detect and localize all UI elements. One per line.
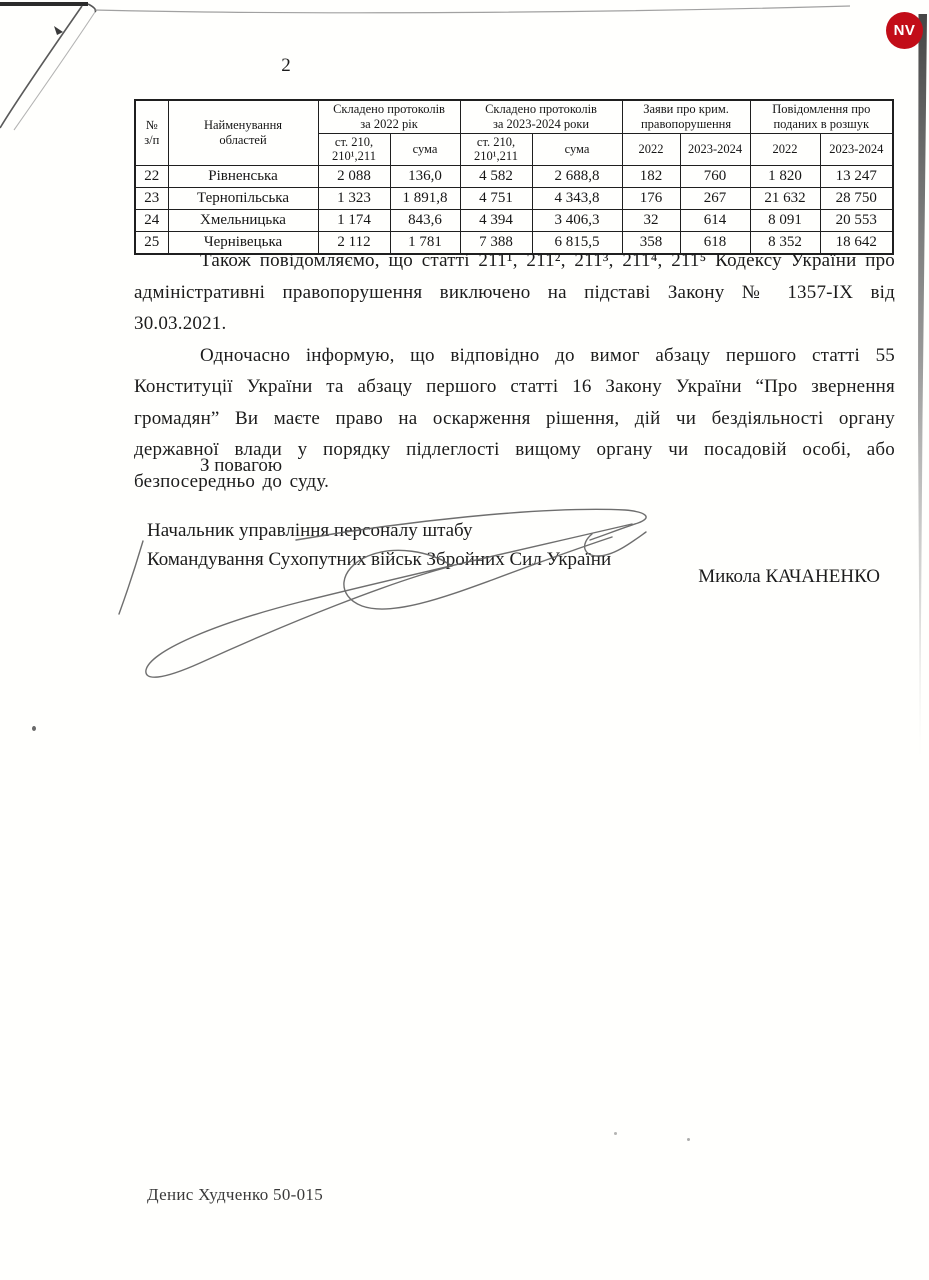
signer-name: Микола КАЧАНЕНКО [698, 566, 880, 587]
cell: 21 632 [750, 188, 820, 210]
paragraph-appeal-rights: Одночасно інформую, що відповідно до вимог абзацу першого статті 55 Конституції України та абзацу першого статті 16 Закону України “Про звернення громадян” Ви маєте право на оскарження рішення, дій чи бездіяльності органу державної влади у порядку підлеглості вищому органу чи посадовій особі, або безпосередньо до суду. [134, 344, 895, 492]
row-num: 22 [135, 166, 168, 188]
cell: 8 091 [750, 210, 820, 232]
subheader: 2022 [622, 133, 680, 166]
row-num: 25 [135, 232, 168, 255]
col-header-num: № з/п [135, 100, 168, 166]
col-header-region: Найменування областей [168, 100, 318, 166]
cell: 1 174 [318, 210, 390, 232]
region-name: Тернопільська [168, 188, 318, 210]
subheader: 2023-2024 [820, 133, 893, 166]
row-num: 24 [135, 210, 168, 232]
scan-speck [687, 1138, 690, 1141]
cell: 4 394 [460, 210, 532, 232]
cell: 1 781 [390, 232, 460, 255]
subheader: 2023-2024 [680, 133, 750, 166]
page-number [0, 55, 929, 77]
cell: 1 323 [318, 188, 390, 210]
page-number-value: 2 [281, 55, 291, 76]
cell: 843,6 [390, 210, 460, 232]
table-row [135, 166, 893, 188]
cell: 176 [622, 188, 680, 210]
group-header-criminal-claims: Заяви про крим. правопорушення [622, 100, 750, 133]
cell: 136,0 [390, 166, 460, 188]
closing-salutation: З повагою [200, 455, 283, 476]
signer-title-line2: Командування Сухопутних військ Збройних Сил України [147, 548, 612, 570]
group-header-wanted-notices: Повідомлення про поданих в розшук [750, 100, 893, 133]
cell: 4 582 [460, 166, 532, 188]
paragraph-articles-excluded: Також повідомляємо, що статті 211¹, 211², 211³, 211⁴, 211⁵ Кодексу України про адміністративні правопорушення виключено на підставі Закону № 1357-IX від 30.03.2021. [134, 250, 895, 334]
subheader: 2022 [750, 133, 820, 166]
cell: 4 343,8 [532, 188, 622, 210]
signer-title-line1: Начальник управління персоналу штабу [147, 520, 473, 541]
cell: 2 112 [318, 232, 390, 255]
subheader: ст. 210, 210¹,211 [460, 133, 532, 166]
cell: 760 [680, 166, 750, 188]
cell: 2 688,8 [532, 166, 622, 188]
table-row [135, 188, 893, 210]
cell: 182 [622, 166, 680, 188]
subheader: сума [532, 133, 622, 166]
table-row [135, 210, 893, 232]
scan-speck [614, 1132, 617, 1135]
cell: 358 [622, 232, 680, 255]
cell: 614 [680, 210, 750, 232]
cell: 6 815,5 [532, 232, 622, 255]
group-header-protocols-2023-2024: Складено протоколів за 2023-2024 роки [460, 100, 622, 133]
region-name: Чернівецька [168, 232, 318, 255]
cell: 1 891,8 [390, 188, 460, 210]
cell: 7 388 [460, 232, 532, 255]
statistics-table [134, 99, 894, 255]
cell: 1 820 [750, 166, 820, 188]
cell: 28 750 [820, 188, 893, 210]
scan-speck [32, 726, 36, 731]
cell: 8 352 [750, 232, 820, 255]
group-header-protocols-2022: Складено протоколів за 2022 рік [318, 100, 460, 133]
cell: 18 642 [820, 232, 893, 255]
cell: 2 088 [318, 166, 390, 188]
cell: 618 [680, 232, 750, 255]
subheader: ст. 210, 210¹,211 [318, 133, 390, 166]
row-num: 23 [135, 188, 168, 210]
cell: 267 [680, 188, 750, 210]
footer-contact: Денис Худченко 50-015 [147, 1185, 324, 1204]
signer-title [147, 517, 611, 574]
cell: 3 406,3 [532, 210, 622, 232]
subheader: сума [390, 133, 460, 166]
region-name: Рівненська [168, 166, 318, 188]
cell: 32 [622, 210, 680, 232]
nv-logo-icon: NV [886, 12, 923, 49]
region-name: Хмельницька [168, 210, 318, 232]
cell: 13 247 [820, 166, 893, 188]
cell: 4 751 [460, 188, 532, 210]
cell: 20 553 [820, 210, 893, 232]
